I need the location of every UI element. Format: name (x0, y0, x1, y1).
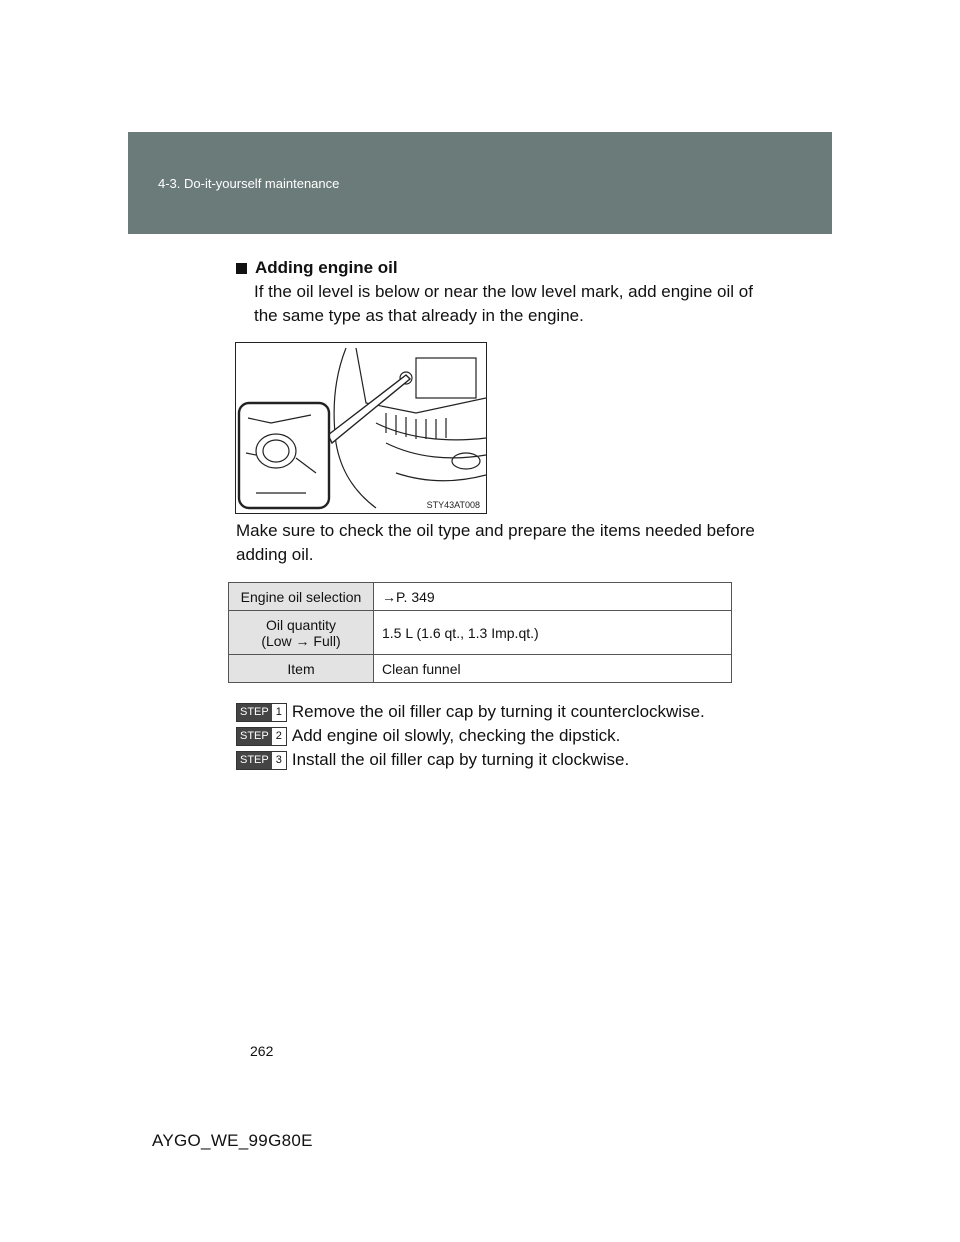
table-label-line: (Low → Full) (261, 632, 341, 649)
intro-paragraph: Make sure to check the oil type and prepare the items needed before adding oil. (236, 521, 755, 564)
step-text: Add engine oil slowly, checking the dipstick. (291, 726, 621, 745)
engine-bay-drawing (236, 343, 486, 513)
step-word: STEP (237, 728, 272, 745)
adding-oil-section (236, 258, 776, 328)
table-label: Item (229, 655, 374, 683)
section-title (236, 258, 776, 278)
table-label: Engine oil selection (229, 583, 374, 611)
table-row (229, 611, 732, 655)
document-code: AYGO_WE_99G80E (152, 1131, 313, 1150)
square-bullet-icon (236, 263, 247, 274)
step-word: STEP (237, 752, 272, 769)
step-item (236, 700, 756, 724)
table-value: 1.5 L (1.6 qt., 1.3 Imp.qt.) (374, 611, 732, 655)
table-value: →P. 349 (374, 583, 732, 611)
step-number: 1 (272, 704, 286, 721)
step-item (236, 748, 756, 772)
table-label-line: Oil quantity (265, 616, 337, 633)
items-table (228, 582, 732, 683)
step-number: 2 (272, 728, 286, 745)
table-label (229, 611, 374, 655)
section-body: If the oil level is below or near the low level mark, add engine oil of the same type as that already in the engine. (254, 282, 753, 325)
table-row (229, 583, 732, 611)
figure-code: STY43AT008 (426, 500, 480, 510)
step-badge (236, 703, 287, 722)
step-text: Remove the oil filler cap by turning it counterclockwise. (291, 702, 705, 721)
step-badge (236, 727, 287, 746)
step-word: STEP (237, 704, 272, 721)
step-badge (236, 751, 287, 770)
chapter-header (128, 132, 832, 234)
step-number: 3 (272, 752, 286, 769)
table-row (229, 655, 732, 683)
section-heading: 4-3. Do-it-yourself maintenance (158, 176, 340, 191)
section-title-text: Adding engine oil (255, 258, 398, 277)
table-value: Clean funnel (374, 655, 732, 683)
step-item (236, 724, 756, 748)
page-number: 262 (250, 1043, 274, 1059)
step-text: Install the oil filler cap by turning it clockwise. (291, 750, 630, 769)
steps-list (236, 700, 756, 772)
engine-oil-cap-illustration (235, 342, 487, 514)
